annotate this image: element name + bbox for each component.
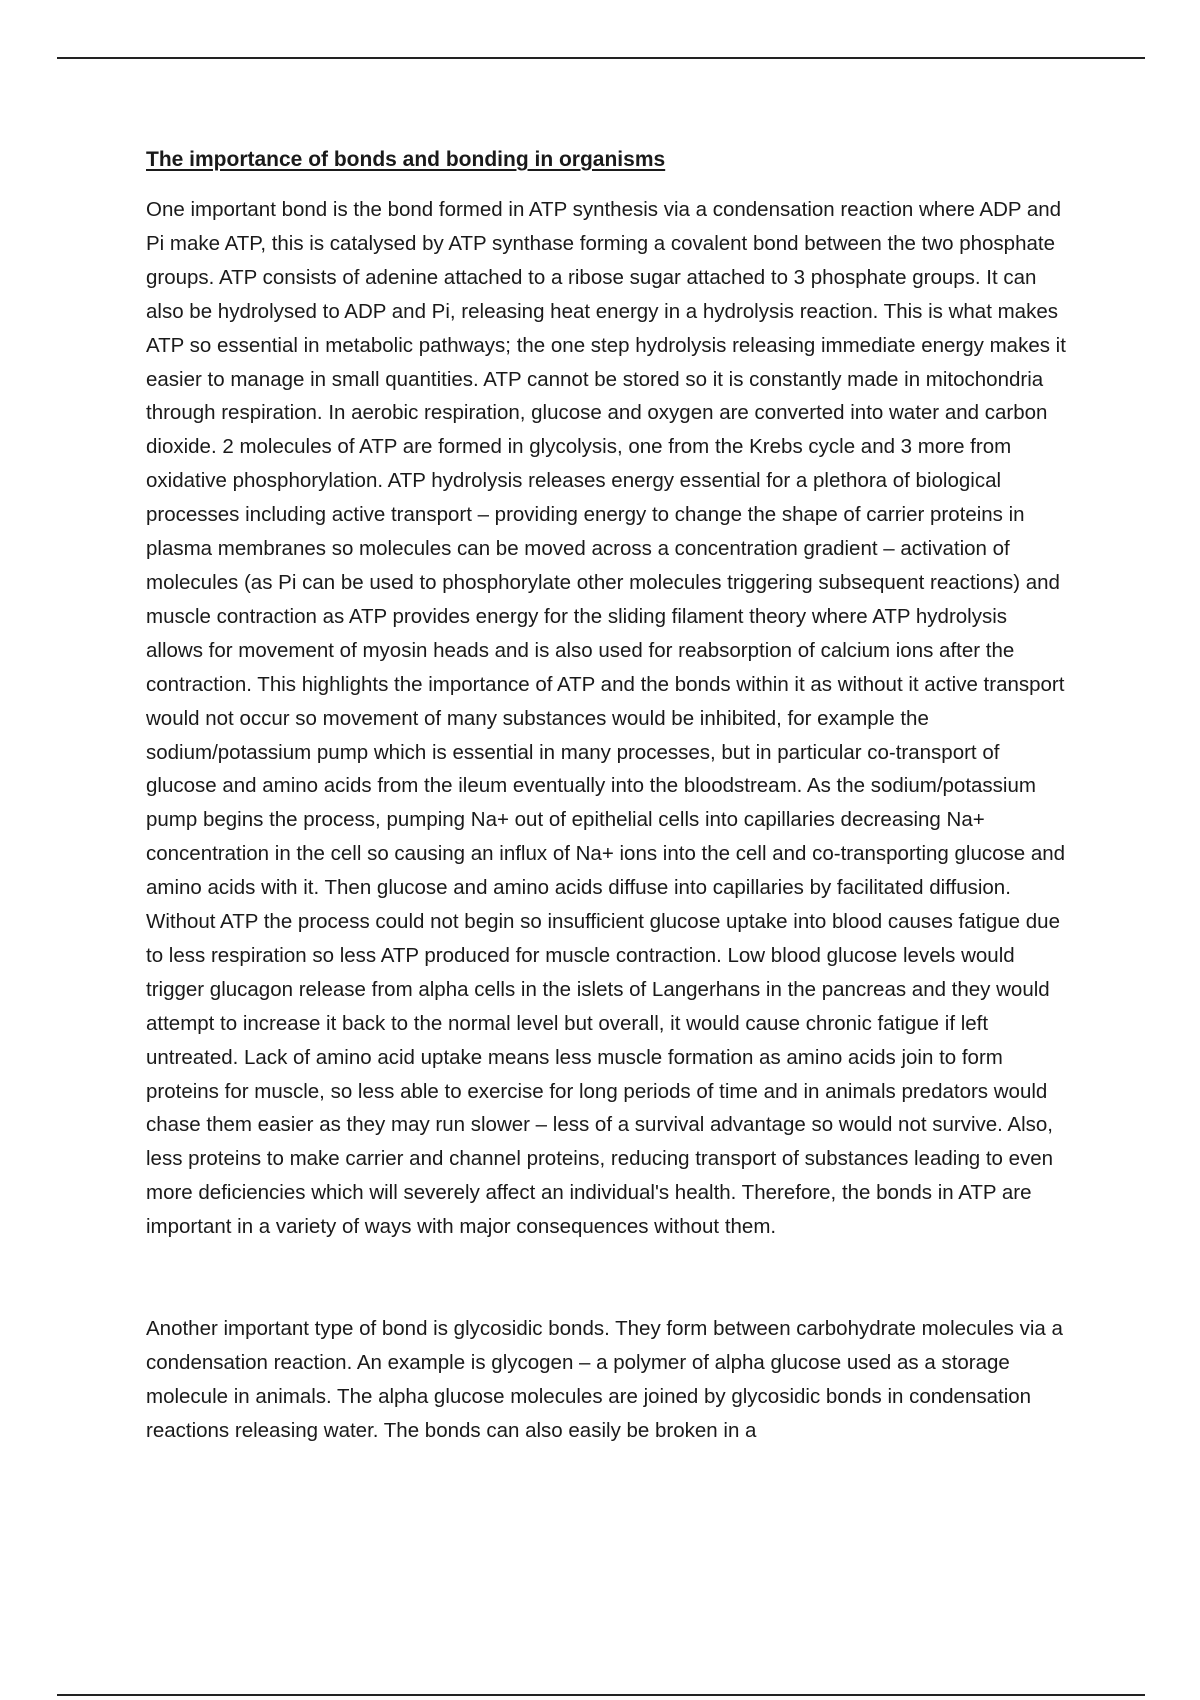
paragraph-glycosidic-bonds: Another important type of bond is glycosidic bonds. They form between carbohydrate molecules via a condensation reaction. An example is glycogen – a polymer of alpha glucose used as a storage molecule in animals. The alpha glucose molecules are joined by glycosidic bonds in condensation reactions releasing water. The bonds can also easily be broken in a <box>146 1317 1063 1442</box>
footer-rule <box>57 1694 1145 1696</box>
document-title: The importance of bonds and bonding in organisms <box>146 148 666 171</box>
header-rule <box>57 57 1145 59</box>
document-body <box>146 143 1066 1448</box>
paragraph-atp-bonds: One important bond is the bond formed in ATP synthesis via a condensation reaction where ADP and Pi make ATP, this is catalysed by ATP synthase forming a covalent bond between the two phosphate groups. ATP consists of adenine attached to a ribose sugar attached to 3 phosphate groups. It can also be hydrolysed to ADP and Pi, releasing heat energy in a hydrolysis reaction. This is what makes ATP so essential in metabolic pathways; the one step hydrolysis releasing immediate energy makes it easier to manage in small quantities. ATP cannot be stored so it is constantly made in mitochondria through respiration. In aerobic respiration, glucose and oxygen are converted into water and carbon dioxide. 2 molecules of ATP are formed in glycolysis, one from the Krebs cycle and 3 more from oxidative phosphorylation. ATP hydrolysis releases energy essential for a plethora of biological processes including active transport – providing energy to change the shape of carrier proteins in plasma membranes so molecules can be moved across a concentration gradient – activation of molecules (as Pi can be used to phosphorylate other molecules triggering subsequent reactions) and muscle contraction as ATP provides energy for the sliding filament theory where ATP hydrolysis allows for movement of myosin heads and is also used for reabsorption of calcium ions after the contraction. This highlights the importance of ATP and the bonds within it as without it active transport would not occur so movement of many substances would be inhibited, for example the sodium/potassium pump which is essential in many processes, but in particular co-transport of glucose and amino acids from the ileum eventually into the bloodstream. As the sodium/potassium pump begins the process, pumping Na+ out of epithelial cells into capillaries decreasing Na+ concentration in the cell so causing an influx of Na+ ions into the cell and co-transporting glucose and amino acids with it. Then glucose and amino acids diffuse into capillaries by facilitated diffusion. Without ATP the process could not begin so insufficient glucose uptake into blood causes fatigue due to less respiration so less ATP produced for muscle contraction. Low blood glucose levels would trigger glucagon release from alpha cells in the islets of Langerhans in the pancreas and they would attempt to increase it back to the normal level but overall, it would cause chronic fatigue if left untreated. Lack of amino acid uptake means less muscle formation as amino acids join to form proteins for muscle, so less able to exercise for long periods of time and in animals predators would chase them easier as they may run slower – less of a survival advantage so would not survive. Also, less proteins to make carrier and channel proteins, reducing transport of substances leading to even more deficiencies which will severely affect an individual's health. Therefore, the bonds in ATP are important in a variety of ways with major consequences without them. <box>146 198 1066 1239</box>
